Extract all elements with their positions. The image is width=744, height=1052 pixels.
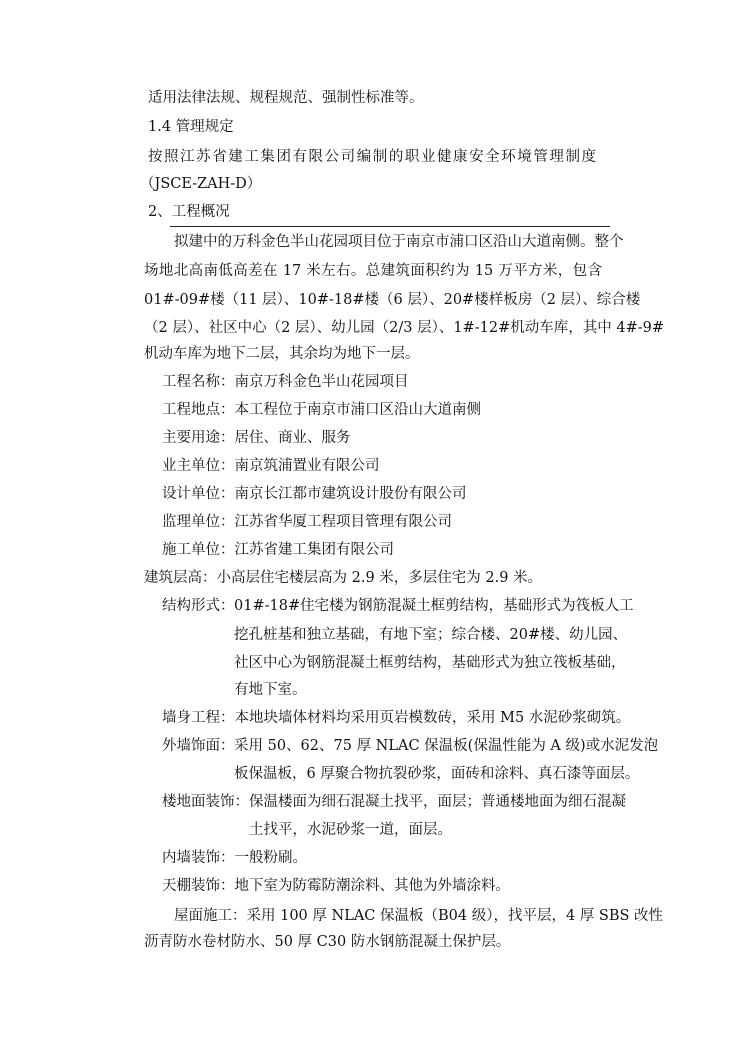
structure-line-3: 社区中心为钢筋混凝土框剪结构，基础形式为独立筏板基础， bbox=[234, 655, 626, 671]
section-2-heading: 2、工程概况 bbox=[148, 204, 230, 220]
overview-line-5: 机动车库为地下二层，其余均为地下一层。 bbox=[144, 346, 420, 362]
interior-value: 一般粉刷。 bbox=[234, 850, 307, 866]
field-label: 施工单位： bbox=[162, 542, 235, 558]
roof-line-2: 沥青防水卷材防水、50 厚 C30 防水钢筋混凝土保护层。 bbox=[144, 934, 511, 950]
floor-line-2: 土找平，水泥砂浆一道，面层。 bbox=[249, 822, 452, 838]
exterior-line-2: 板保温板，6 厚聚合物抗裂砂浆，面砖和涂料、真石漆等面层。 bbox=[234, 766, 640, 782]
wall-value: 本地块墙体材料均采用页岩模数砖，采用 M5 水泥砂浆砌筑。 bbox=[234, 710, 631, 726]
floor-label: 楼地面装饰： bbox=[162, 794, 249, 810]
field-value: 居住、商业、服务 bbox=[234, 430, 351, 446]
field-row bbox=[162, 484, 467, 504]
overview-line-1: 拟建中的万科金色半山花园项目位于南京市浦口区沿山大道南侧。整个 bbox=[174, 234, 624, 250]
exterior-label: 外墙饰面： bbox=[162, 738, 235, 754]
overview-line-4: （2 层）、社区中心（2 层）、幼儿园（2/3 层）、1#-12#机动车库，其中 4#-9# bbox=[144, 320, 664, 336]
header-divider bbox=[170, 226, 610, 227]
structure-line-4: 有地下室。 bbox=[234, 682, 307, 698]
field-value: 南京长江都市建筑设计股份有限公司 bbox=[234, 486, 467, 502]
field-row bbox=[162, 540, 394, 560]
wall-label: 墙身工程： bbox=[162, 710, 235, 726]
field-value: 南京万科金色半山花园项目 bbox=[234, 374, 409, 390]
field-label: 主要用途： bbox=[162, 430, 235, 446]
roof-line-1: 屋面施工：采用 100 厚 NLAC 保温板（B04 级），找平层，4 厚 SBS 改性 bbox=[174, 908, 664, 924]
interior-label: 内墙装饰： bbox=[162, 850, 235, 866]
field-label: 设计单位： bbox=[162, 486, 235, 502]
field-value: 江苏省建工集团有限公司 bbox=[234, 542, 394, 558]
field-value: 江苏省华厦工程项目管理有限公司 bbox=[234, 514, 452, 530]
ceiling-value: 地下室为防霉防潮涂料、其他为外墙涂料。 bbox=[234, 878, 510, 894]
field-row bbox=[162, 428, 351, 448]
interior-row bbox=[162, 848, 307, 868]
exterior-line-1: 采用 50、62、75 厚 NLAC 保温板(保温性能为 A 级)或水泥发泡 bbox=[234, 738, 659, 754]
field-row bbox=[162, 400, 481, 420]
laws-line: 适用法律法规、规程规范、强制性标准等。 bbox=[148, 90, 424, 106]
field-value: 南京筑浦置业有限公司 bbox=[234, 458, 380, 474]
structure-line-2: 挖孔桩基和独立基础，有地下室；综合楼、20#楼、幼儿园、 bbox=[234, 627, 628, 643]
field-label: 工程名称： bbox=[162, 374, 235, 390]
ceiling-label: 天棚装饰： bbox=[162, 878, 235, 894]
structure-line-1: 01#-18#住宅楼为钢筋混凝土框剪结构，基础形式为筏板人工 bbox=[234, 598, 634, 614]
section-1-4-heading: 1.4 管理规定 bbox=[148, 119, 234, 135]
field-value: 本工程位于南京市浦口区沿山大道南侧 bbox=[234, 402, 481, 418]
management-line-2: （JSCE-ZAH-D） bbox=[140, 176, 262, 192]
ceiling-row bbox=[162, 876, 510, 896]
overview-line-2: 场地北高南低高差在 17 米左右。总建筑面积约为 15 万平方米，包含 bbox=[144, 263, 602, 279]
wall-row bbox=[162, 708, 630, 728]
overview-line-3: 01#-09#楼（11 层）、10#-18#楼（6 层）、20#楼样板房（2 层）、综合楼 bbox=[144, 292, 641, 308]
floor-line-1: 保温楼面为细石混凝土找平，面层；普通楼地面为细石混凝 bbox=[249, 794, 626, 810]
field-label: 工程地点： bbox=[162, 402, 235, 418]
field-label: 监理单位： bbox=[162, 514, 235, 530]
structure-label: 结构形式： bbox=[162, 598, 235, 614]
field-row bbox=[162, 512, 452, 532]
field-row bbox=[162, 372, 409, 392]
management-line-1: 按照江苏省建工集团有限公司编制的职业健康安全环境管理制度 bbox=[148, 149, 596, 165]
field-row bbox=[162, 456, 380, 476]
building-height-line: 建筑层高：小高层住宅楼层高为 2.9 米，多层住宅为 2.9 米。 bbox=[144, 570, 543, 586]
field-label: 业主单位： bbox=[162, 458, 235, 474]
